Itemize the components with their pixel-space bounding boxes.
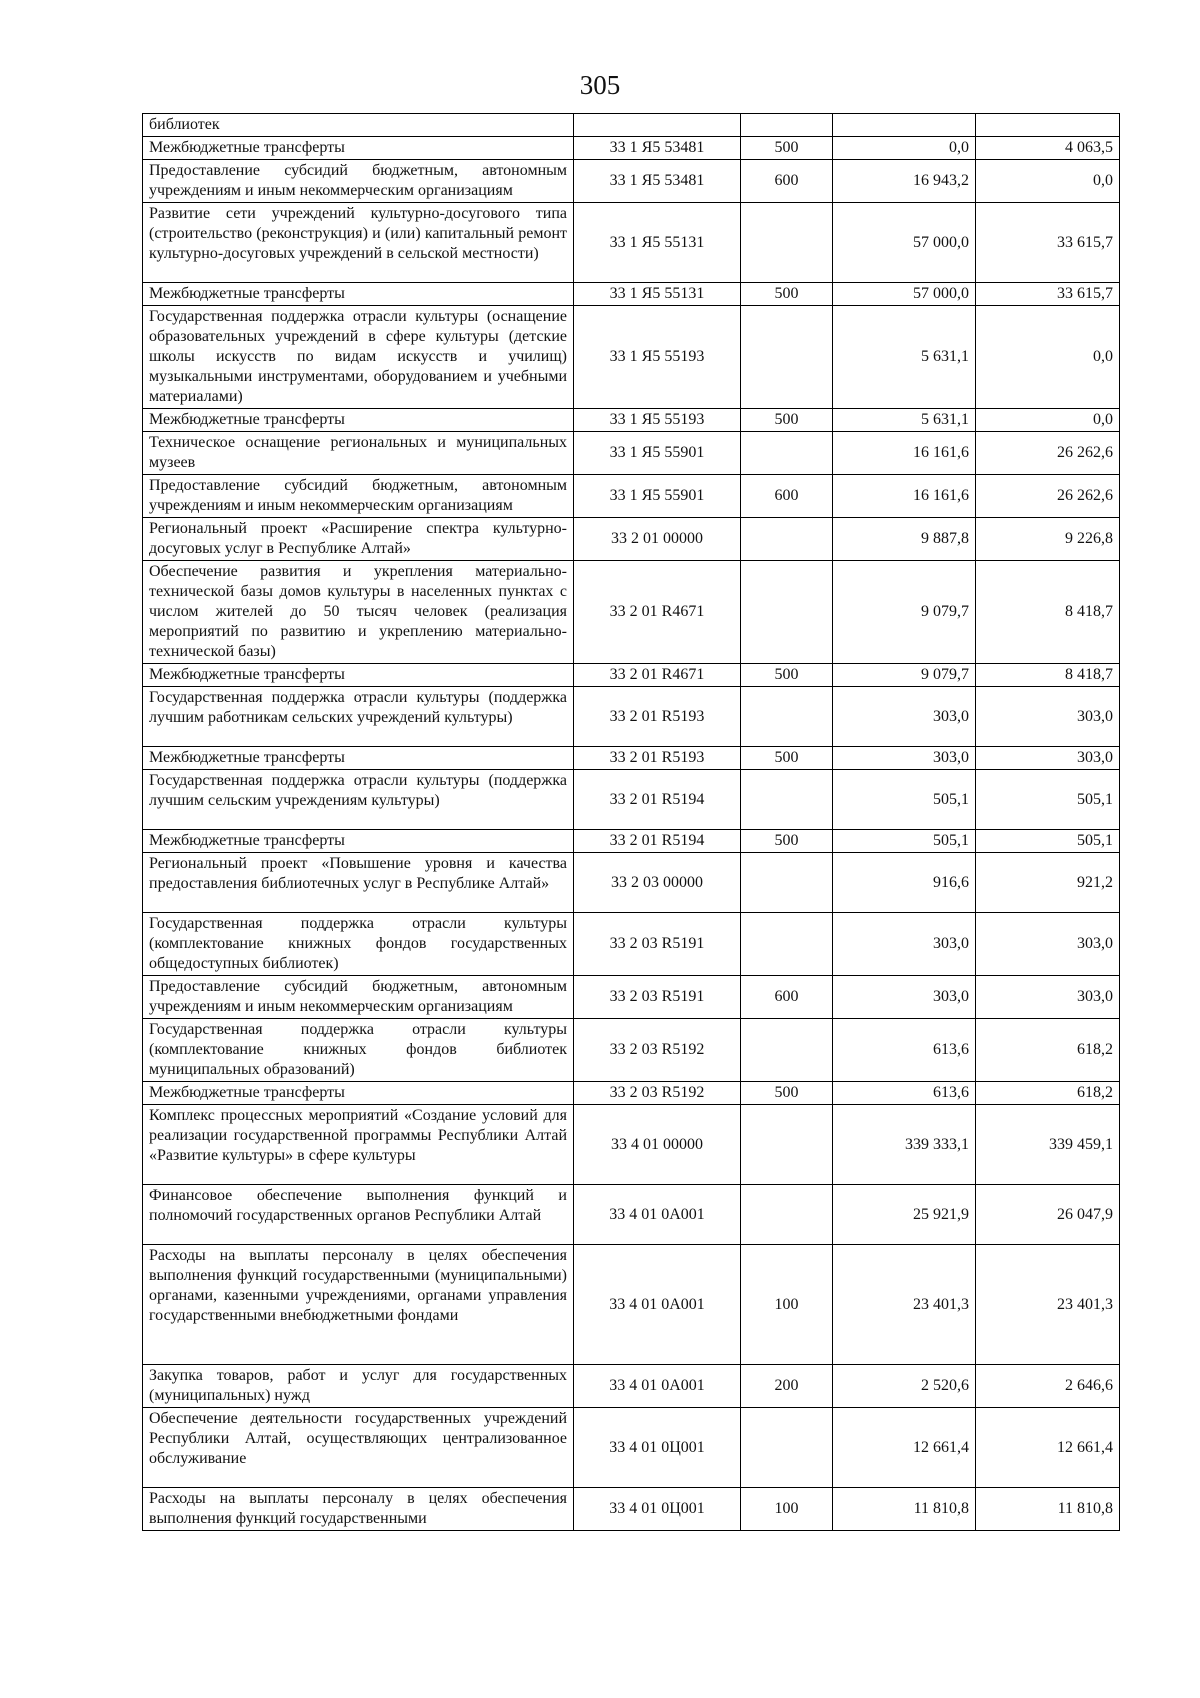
target-code-cell: 33 2 01 R5194 (574, 770, 741, 830)
expense-type-cell (741, 518, 833, 561)
table-row (143, 518, 1120, 561)
amount-year2-cell: 339 459,1 (976, 1105, 1120, 1185)
target-code-cell (574, 114, 741, 137)
amount-year2-cell: 505,1 (976, 830, 1120, 853)
amount-year2-cell: 26 262,6 (976, 432, 1120, 475)
budget-table (142, 113, 1120, 1531)
table-row (143, 137, 1120, 160)
target-code-cell: 33 1 Я5 55131 (574, 203, 741, 283)
amount-year1-cell: 9 079,7 (833, 561, 976, 664)
amount-year1-cell: 57 000,0 (833, 203, 976, 283)
amount-year1-cell: 916,6 (833, 853, 976, 913)
amount-year1-cell: 23 401,3 (833, 1245, 976, 1365)
amount-year1-cell: 57 000,0 (833, 283, 976, 306)
amount-year1-cell: 0,0 (833, 137, 976, 160)
amount-year1-cell: 5 631,1 (833, 306, 976, 409)
expense-name-cell: Расходы на выплаты персоналу в целях обеспечения выполнения функций государственными (143, 1488, 574, 1531)
amount-year1-cell: 303,0 (833, 913, 976, 976)
amount-year2-cell: 0,0 (976, 160, 1120, 203)
target-code-cell: 33 4 01 0А001 (574, 1185, 741, 1245)
expense-type-cell: 600 (741, 475, 833, 518)
table-body (143, 114, 1120, 1531)
expense-name-cell: Межбюджетные трансферты (143, 409, 574, 432)
table-row (143, 1082, 1120, 1105)
expense-name-cell: Государственная поддержка отрасли культуры (комплектование книжных фондов библиотек муниципальных образований) (143, 1019, 574, 1082)
amount-year1-cell: 9 079,7 (833, 664, 976, 687)
amount-year1-cell: 2 520,6 (833, 1365, 976, 1408)
amount-year2-cell (976, 114, 1120, 137)
table-row (143, 283, 1120, 306)
page-number: 305 (579, 70, 621, 100)
expense-type-cell: 600 (741, 976, 833, 1019)
expense-type-cell (741, 687, 833, 747)
expense-type-cell (741, 1185, 833, 1245)
amount-year1-cell: 16 943,2 (833, 160, 976, 203)
target-code-cell: 33 1 Я5 53481 (574, 160, 741, 203)
amount-year2-cell: 618,2 (976, 1019, 1120, 1082)
amount-year1-cell (833, 114, 976, 137)
amount-year1-cell: 16 161,6 (833, 432, 976, 475)
amount-year2-cell: 505,1 (976, 770, 1120, 830)
target-code-cell: 33 4 01 0Ц001 (574, 1408, 741, 1488)
expense-name-cell: Межбюджетные трансферты (143, 830, 574, 853)
amount-year2-cell: 4 063,5 (976, 137, 1120, 160)
table-row (143, 913, 1120, 976)
expense-type-cell: 100 (741, 1245, 833, 1365)
amount-year2-cell: 11 810,8 (976, 1488, 1120, 1531)
target-code-cell: 33 4 01 00000 (574, 1105, 741, 1185)
table-row (143, 1245, 1120, 1365)
expense-name-cell: Расходы на выплаты персоналу в целях обеспечения выполнения функций государственными (муниципальными) органами, казенными учреждениями, органами управления государственными внебюджетными фондами (143, 1245, 574, 1365)
target-code-cell: 33 2 03 R5191 (574, 913, 741, 976)
target-code-cell: 33 4 01 0Ц001 (574, 1488, 741, 1531)
target-code-cell: 33 4 01 0А001 (574, 1245, 741, 1365)
amount-year1-cell: 613,6 (833, 1019, 976, 1082)
expense-name-cell: Государственная поддержка отрасли культуры (комплектование книжных фондов государственных общедоступных библиотек) (143, 913, 574, 976)
expense-name-cell: Закупка товаров, работ и услуг для государственных (муниципальных) нужд (143, 1365, 574, 1408)
table-row (143, 432, 1120, 475)
amount-year1-cell: 11 810,8 (833, 1488, 976, 1531)
table-row (143, 561, 1120, 664)
amount-year1-cell: 12 661,4 (833, 1408, 976, 1488)
expense-name-cell: библиотек (143, 114, 574, 137)
table-row (143, 1019, 1120, 1082)
expense-type-cell (741, 913, 833, 976)
amount-year2-cell: 8 418,7 (976, 561, 1120, 664)
target-code-cell: 33 1 Я5 55193 (574, 306, 741, 409)
expense-type-cell (741, 561, 833, 664)
amount-year2-cell: 23 401,3 (976, 1245, 1120, 1365)
table-row (143, 687, 1120, 747)
table-row (143, 770, 1120, 830)
amount-year2-cell: 0,0 (976, 306, 1120, 409)
expense-type-cell: 500 (741, 1082, 833, 1105)
table-row (143, 1365, 1120, 1408)
target-code-cell: 33 1 Я5 55193 (574, 409, 741, 432)
target-code-cell: 33 1 Я5 55901 (574, 432, 741, 475)
target-code-cell: 33 2 03 R5192 (574, 1019, 741, 1082)
amount-year2-cell: 26 262,6 (976, 475, 1120, 518)
table-row (143, 114, 1120, 137)
expense-name-cell: Государственная поддержка отрасли культуры (оснащение образовательных учреждений в сфере культуры (детские школы искусств по видам искусств и училищ) музыкальными инструментами, оборудованием и учебными материалами) (143, 306, 574, 409)
amount-year1-cell: 25 921,9 (833, 1185, 976, 1245)
table-row (143, 1105, 1120, 1185)
amount-year2-cell: 303,0 (976, 747, 1120, 770)
amount-year2-cell: 303,0 (976, 913, 1120, 976)
amount-year1-cell: 505,1 (833, 770, 976, 830)
expense-type-cell: 600 (741, 160, 833, 203)
amount-year2-cell: 12 661,4 (976, 1408, 1120, 1488)
amount-year2-cell: 33 615,7 (976, 283, 1120, 306)
expense-type-cell (741, 770, 833, 830)
expense-type-cell: 100 (741, 1488, 833, 1531)
target-code-cell: 33 2 03 00000 (574, 853, 741, 913)
table-row (143, 1185, 1120, 1245)
target-code-cell: 33 2 01 R5193 (574, 687, 741, 747)
expense-name-cell: Государственная поддержка отрасли культуры (поддержка лучшим работникам сельских учреждений культуры) (143, 687, 574, 747)
target-code-cell: 33 1 Я5 53481 (574, 137, 741, 160)
expense-type-cell: 500 (741, 137, 833, 160)
expense-name-cell: Обеспечение деятельности государственных учреждений Республики Алтай, осуществляющих централизованное обслуживание (143, 1408, 574, 1488)
expense-type-cell (741, 306, 833, 409)
amount-year2-cell: 26 047,9 (976, 1185, 1120, 1245)
expense-type-cell: 200 (741, 1365, 833, 1408)
expense-type-cell: 500 (741, 283, 833, 306)
amount-year2-cell: 0,0 (976, 409, 1120, 432)
expense-name-cell: Обеспечение развития и укрепления материально-технической базы домов культуры в населенных пунктах с числом жителей до 50 тысяч человек (реализация мероприятий по развитию и укреплению материально-технической базы) (143, 561, 574, 664)
amount-year2-cell: 33 615,7 (976, 203, 1120, 283)
expense-name-cell: Предоставление субсидий бюджетным, автономным учреждениям и иным некоммерческим организациям (143, 160, 574, 203)
target-code-cell: 33 1 Я5 55901 (574, 475, 741, 518)
expense-name-cell: Государственная поддержка отрасли культуры (поддержка лучшим сельским учреждениям культуры) (143, 770, 574, 830)
expense-type-cell: 500 (741, 664, 833, 687)
target-code-cell: 33 2 01 R5193 (574, 747, 741, 770)
expense-type-cell: 500 (741, 830, 833, 853)
amount-year2-cell: 2 646,6 (976, 1365, 1120, 1408)
amount-year2-cell: 618,2 (976, 1082, 1120, 1105)
expense-name-cell: Межбюджетные трансферты (143, 283, 574, 306)
table-row (143, 830, 1120, 853)
expense-type-cell: 500 (741, 409, 833, 432)
table-row (143, 747, 1120, 770)
amount-year1-cell: 339 333,1 (833, 1105, 976, 1185)
expense-name-cell: Предоставление субсидий бюджетным, автономным учреждениям и иным некоммерческим организациям (143, 976, 574, 1019)
expense-type-cell (741, 114, 833, 137)
expense-name-cell: Предоставление субсидий бюджетным, автономным учреждениям и иным некоммерческим организациям (143, 475, 574, 518)
amount-year2-cell: 9 226,8 (976, 518, 1120, 561)
amount-year2-cell: 921,2 (976, 853, 1120, 913)
expense-name-cell: Региональный проект «Расширение спектра культурно-досуговых услуг в Республике Алтай» (143, 518, 574, 561)
expense-name-cell: Межбюджетные трансферты (143, 137, 574, 160)
amount-year2-cell: 303,0 (976, 976, 1120, 1019)
expense-type-cell (741, 1408, 833, 1488)
expense-type-cell (741, 432, 833, 475)
target-code-cell: 33 2 01 R4671 (574, 561, 741, 664)
expense-name-cell: Межбюджетные трансферты (143, 664, 574, 687)
expense-name-cell: Межбюджетные трансферты (143, 747, 574, 770)
table-row (143, 160, 1120, 203)
target-code-cell: 33 2 03 R5191 (574, 976, 741, 1019)
amount-year1-cell: 16 161,6 (833, 475, 976, 518)
expense-name-cell: Финансовое обеспечение выполнения функций и полномочий государственных органов Республики Алтай (143, 1185, 574, 1245)
table-row (143, 306, 1120, 409)
target-code-cell: 33 2 01 00000 (574, 518, 741, 561)
amount-year2-cell: 303,0 (976, 687, 1120, 747)
table-row (143, 409, 1120, 432)
expense-name-cell: Техническое оснащение региональных и муниципальных музеев (143, 432, 574, 475)
target-code-cell: 33 2 03 R5192 (574, 1082, 741, 1105)
amount-year1-cell: 9 887,8 (833, 518, 976, 561)
amount-year2-cell: 8 418,7 (976, 664, 1120, 687)
expense-name-cell: Комплекс процессных мероприятий «Создание условий для реализации государственной программы Республики Алтай «Развитие культуры» в сфере культуры (143, 1105, 574, 1185)
amount-year1-cell: 303,0 (833, 976, 976, 1019)
table-row (143, 1408, 1120, 1488)
expense-type-cell (741, 1019, 833, 1082)
table-row (143, 976, 1120, 1019)
table-row (143, 664, 1120, 687)
target-code-cell: 33 4 01 0А001 (574, 1365, 741, 1408)
expense-type-cell (741, 1105, 833, 1185)
expense-name-cell: Развитие сети учреждений культурно-досугового типа (строительство (реконструкция) и (или) капитальный ремонт культурно-досуговых учреждений в сельской местности) (143, 203, 574, 283)
expense-name-cell: Межбюджетные трансферты (143, 1082, 574, 1105)
expense-type-cell (741, 853, 833, 913)
expense-type-cell: 500 (741, 747, 833, 770)
target-code-cell: 33 2 01 R5194 (574, 830, 741, 853)
table-row (143, 203, 1120, 283)
amount-year1-cell: 505,1 (833, 830, 976, 853)
expense-name-cell: Региональный проект «Повышение уровня и качества предоставления библиотечных услуг в Республике Алтай» (143, 853, 574, 913)
table-row (143, 853, 1120, 913)
table-row (143, 475, 1120, 518)
table-row (143, 1488, 1120, 1531)
amount-year1-cell: 303,0 (833, 687, 976, 747)
amount-year1-cell: 5 631,1 (833, 409, 976, 432)
amount-year1-cell: 613,6 (833, 1082, 976, 1105)
target-code-cell: 33 1 Я5 55131 (574, 283, 741, 306)
expense-type-cell (741, 203, 833, 283)
amount-year1-cell: 303,0 (833, 747, 976, 770)
target-code-cell: 33 2 01 R4671 (574, 664, 741, 687)
